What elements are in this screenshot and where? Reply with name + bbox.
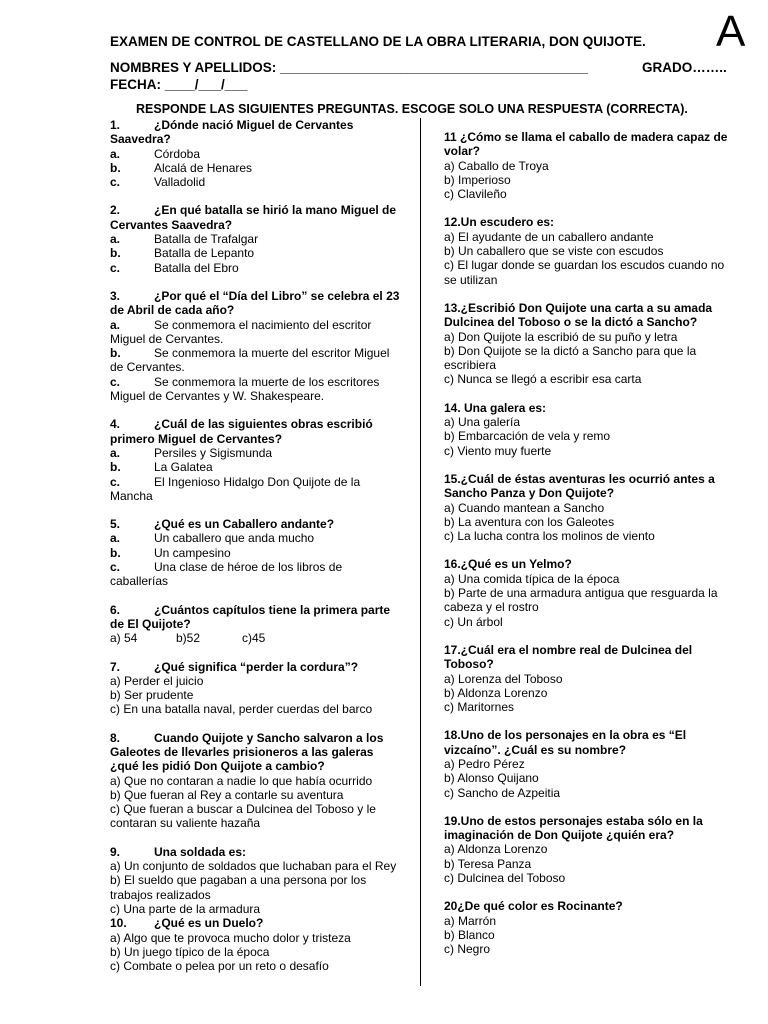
question-prompt: ¿Por qué el “Día del Libro” se celebra el 23 de Abril de cada año?	[110, 288, 400, 318]
answer-option[interactable]: b) Alonso Quijano	[444, 771, 539, 786]
option-text: Persiles y Sigismunda	[154, 445, 273, 460]
question-prompt: 13.¿Escribió Don Quijote una carta a su amada Dulcinea del Toboso o se la dictó a Sancho?	[444, 300, 713, 330]
question-number: 4.	[110, 417, 121, 432]
answer-option[interactable]	[110, 531, 400, 545]
option-letter: b.	[110, 160, 121, 175]
answer-option[interactable]: c) El lugar donde se guardan los escudos cuando no se utilizan	[444, 258, 725, 287]
spacer	[444, 287, 740, 301]
grade-field: GRADO……..	[642, 60, 727, 75]
answer-option[interactable]: b) Blanco	[444, 927, 495, 942]
option-text: Se conmemora la muerte de los escritores Miguel de Cervantes y W. Shakespeare.	[110, 374, 380, 404]
spacer	[444, 629, 740, 643]
option-letter: a.	[110, 531, 121, 546]
answer-option[interactable]: a) Lorenza del Toboso	[444, 671, 563, 686]
question-item	[110, 660, 400, 717]
answer-option[interactable]	[110, 375, 400, 404]
answer-option[interactable]: b) El sueldo que pagaban a una persona por los trabajos realizados	[110, 873, 367, 902]
question-number: 6.	[110, 602, 121, 617]
question-prompt: 16.¿Qué es un Yelmo?	[444, 557, 572, 572]
option-text: La Galatea	[154, 460, 213, 475]
spacer	[110, 189, 400, 203]
question-item	[444, 814, 740, 885]
question-item	[110, 517, 400, 588]
answer-option[interactable]	[110, 546, 400, 560]
option-letter: c.	[110, 474, 121, 489]
option-letter: b.	[110, 346, 121, 361]
answer-option[interactable]: b) Embarcación de vela y remo	[444, 429, 611, 444]
option-text: Un campesino	[154, 545, 231, 560]
spacer	[444, 458, 740, 472]
question-text	[110, 517, 400, 531]
question-item	[444, 557, 740, 628]
question-item	[444, 130, 740, 201]
question-item	[444, 643, 740, 714]
option-letter: a.	[110, 317, 121, 332]
answer-option[interactable]	[110, 161, 400, 175]
spacer	[444, 387, 740, 401]
answer-option[interactable]: b) La aventura con los Galeotes	[444, 514, 615, 529]
question-number: 3.	[110, 288, 121, 303]
option-letter: b.	[110, 246, 121, 261]
answer-option[interactable]: c)45	[242, 631, 266, 646]
answer-option[interactable]	[110, 175, 400, 189]
answer-option[interactable]: a) 54	[110, 631, 138, 646]
answer-option[interactable]: c) Sancho de Azpeitia	[444, 785, 561, 800]
option-letter: c.	[110, 374, 121, 389]
question-prompt: 17.¿Cuál era el nombre real de Dulcinea del Toboso?	[444, 642, 693, 672]
question-text	[110, 731, 400, 774]
question-prompt: 12.Un escudero es:	[444, 215, 555, 230]
question-prompt: ¿Cuál de las siguientes obras escribió primero Miguel de Cervantes?	[110, 417, 373, 446]
question-item	[110, 289, 400, 403]
exam-version-letter: A	[716, 7, 746, 56]
question-item	[444, 215, 740, 286]
answer-option[interactable]: c) Negro	[444, 942, 491, 957]
option-text: Valladolid	[154, 175, 206, 190]
spacer	[444, 885, 740, 899]
answer-option[interactable]	[110, 261, 400, 275]
answer-option[interactable]: a) Algo que te provoca mucho dolor y tristeza	[110, 930, 351, 945]
question-number: 2.	[110, 203, 121, 218]
question-prompt: ¿Qué es un Duelo?	[154, 916, 264, 931]
option-text: El Ingenioso Hidalgo Don Quijote de la Mancha	[110, 474, 361, 503]
answer-option[interactable]: c) Que fueran a buscar a Dulcinea del Toboso y le contaran su valiente hazaña	[110, 802, 376, 831]
answer-option[interactable]	[110, 147, 400, 161]
question-prompt: 11 ¿Cómo se llama el caballo de madera capaz de volar?	[444, 130, 728, 159]
option-letter: c.	[110, 260, 121, 275]
date-field-line: FECHA: ____/___/___	[110, 77, 248, 92]
answer-option[interactable]: c) Nunca se llegó a escribir esa carta	[444, 372, 642, 387]
answer-option[interactable]: c) Una parte de la armadura	[110, 901, 261, 916]
answer-option[interactable]	[110, 346, 400, 375]
spacer	[110, 589, 400, 603]
question-item	[110, 845, 400, 916]
question-item	[444, 401, 740, 458]
question-prompt: 20¿De qué color es Rocinante?	[444, 899, 623, 914]
answer-option[interactable]: b) Un juego típico de la época	[110, 944, 270, 959]
spacer	[110, 503, 400, 517]
answer-option[interactable]: a) Marrón	[444, 913, 497, 928]
option-letter: a.	[110, 146, 121, 161]
option-letter: c.	[110, 175, 121, 190]
answer-options-inline	[110, 631, 400, 645]
answer-option[interactable]: c) Clavileño	[444, 187, 507, 202]
spacer	[444, 714, 740, 728]
spacer	[444, 543, 740, 557]
question-prompt: 19.Uno de estos personajes estaba sólo en la imaginación de Don Quijote ¿quién era?	[444, 813, 703, 843]
answer-option[interactable]: b) Don Quijote se la dictó a Sancho para que la escribiera	[444, 343, 697, 373]
question-number: 8.	[110, 730, 121, 745]
answer-option[interactable]	[110, 246, 400, 260]
answer-option[interactable]: b) Parte de una armadura antigua que resguarda la cabeza y el rostro	[444, 586, 718, 615]
answer-option[interactable]: a) Una galería	[444, 415, 521, 430]
question-item	[110, 417, 400, 503]
question-prompt: 15.¿Cuál de éstas aventuras les ocurrió antes a Sancho Panza y Don Quijote?	[444, 471, 715, 501]
question-number: 9.	[110, 844, 121, 859]
answer-option[interactable]: c) Viento muy fuerte	[444, 443, 552, 458]
question-item	[444, 899, 740, 956]
spacer	[444, 201, 740, 215]
question-item	[110, 916, 400, 973]
answer-option[interactable]: b) Que fueran al Rey a contarle su aventura	[110, 787, 344, 802]
name-field-line: NOMBRES Y APELLIDOS: _________________________________________	[110, 60, 588, 75]
option-text: Se conmemora la muerte del escritor Miguel de Cervantes.	[110, 346, 390, 375]
answer-option[interactable]: b)52	[176, 631, 201, 646]
question-item	[110, 203, 400, 274]
option-text: Se conmemora el nacimiento del escritor Miguel de Cervantes.	[110, 317, 372, 346]
answer-option[interactable]: c) Combate o pelea por un reto o desafío	[110, 959, 329, 974]
answer-option[interactable]	[110, 460, 400, 474]
question-item	[110, 603, 400, 646]
question-item	[110, 118, 400, 189]
answer-option[interactable]: b) Aldonza Lorenzo	[444, 685, 548, 700]
answer-option[interactable]: a) Don Quijote la escribió de su puño y letra	[444, 329, 678, 344]
question-prompt: ¿En qué batalla se hirió la mano Miguel de Cervantes Saavedra?	[110, 203, 397, 232]
answer-option[interactable]: a) Caballo de Troya	[444, 158, 549, 173]
answer-option[interactable]: a) Perder el juicio	[110, 673, 204, 688]
option-text: Córdoba	[154, 146, 201, 161]
spacer	[110, 646, 400, 660]
question-prompt: ¿Qué es un Caballero andante?	[154, 517, 335, 532]
answer-option[interactable]	[110, 318, 400, 347]
question-text	[110, 603, 400, 632]
question-text	[110, 916, 400, 930]
option-letter: a.	[110, 232, 121, 247]
answer-option[interactable]: c) Maritornes	[444, 700, 515, 715]
question-number: 5.	[110, 517, 121, 532]
question-item	[444, 301, 740, 387]
question-prompt: ¿Cuántos capítulos tiene la primera parte de El Quijote?	[110, 602, 391, 631]
spacer	[444, 800, 740, 814]
answer-option[interactable]	[110, 475, 400, 504]
answer-option[interactable]: a) Una comida típica de la época	[444, 571, 620, 586]
question-number: 7.	[110, 659, 121, 674]
answer-option[interactable]: a) Aldonza Lorenzo	[444, 842, 548, 857]
spacer	[110, 275, 400, 289]
question-number: 1.	[110, 118, 121, 132]
option-text: Una clase de héroe de los libros de caballerías	[110, 560, 343, 589]
option-text: Alcalá de Henares	[154, 160, 253, 175]
answer-option[interactable]: c) Un árbol	[444, 614, 503, 629]
option-text: Batalla del Ebro	[154, 260, 239, 275]
answer-option[interactable]: a) Pedro Pérez	[444, 756, 525, 771]
question-item	[110, 731, 400, 831]
option-text: Un caballero que anda mucho	[154, 531, 315, 546]
question-text	[110, 845, 400, 859]
exam-title: EXAMEN DE CONTROL DE CASTELLANO DE LA OBRA LITERARIA, DON QUIJOTE.	[110, 34, 646, 49]
option-text: Batalla de Trafalgar	[154, 232, 259, 247]
left-question-column	[110, 118, 400, 973]
answer-option[interactable]: a) Que no contaran a nadie lo que había ocurrido	[110, 773, 373, 788]
answer-option[interactable]: b) Un caballero que se viste con escudos	[444, 244, 664, 259]
question-prompt: ¿Qué significa “perder la cordura”?	[154, 659, 359, 674]
spacer	[110, 403, 400, 417]
answer-option[interactable]: c) La lucha contra los molinos de viento	[444, 529, 655, 544]
option-letter: a.	[110, 445, 121, 460]
question-item	[444, 728, 740, 799]
option-letter: b.	[110, 460, 121, 475]
answer-option[interactable]: c) Dulcinea del Toboso	[444, 871, 566, 886]
question-text	[110, 660, 400, 674]
question-text	[110, 417, 400, 446]
question-number: 10.	[110, 916, 127, 931]
answer-option[interactable]: a) El ayudante de un caballero andante	[444, 229, 654, 244]
question-prompt: 18.Uno de los personajes en la obra es “El vizcaíno”. ¿Cuál es su nombre?	[444, 728, 687, 757]
answer-option[interactable]: c) En una batalla naval, perder cuerdas del barco	[110, 702, 373, 717]
question-prompt: Una soldada es:	[154, 844, 247, 859]
answer-option[interactable]	[110, 446, 400, 460]
question-prompt: ¿Dónde nació Miguel de Cervantes Saavedra?	[110, 118, 354, 147]
answer-option[interactable]: b) Imperioso	[444, 172, 511, 187]
option-letter: c.	[110, 560, 121, 575]
question-item	[444, 472, 740, 543]
spacer	[110, 717, 400, 731]
answer-option[interactable]: a) Un conjunto de soldados que luchaban para el Rey	[110, 859, 397, 874]
answer-option[interactable]: a) Cuando mantean a Sancho	[444, 500, 605, 515]
spacer	[110, 831, 400, 845]
answer-option[interactable]: b) Teresa Panza	[444, 856, 532, 871]
option-letter: b.	[110, 545, 121, 560]
column-divider	[420, 118, 421, 986]
right-question-column	[444, 130, 740, 957]
question-prompt: 14. Una galera es:	[444, 400, 547, 415]
answer-option[interactable]: b) Ser prudente	[110, 688, 194, 703]
instructions: RESPONDE LAS SIGUIENTES PREGUNTAS. ESCOGE SOLO UNA RESPUESTA (CORRECTA).	[136, 102, 688, 116]
question-prompt: Cuando Quijote y Sancho salvaron a los Galeotes de llevarles prisioneros a las galeras ¿qué les pidió Don Quijote a cambio?	[110, 730, 384, 774]
question-text	[110, 289, 400, 318]
answer-option[interactable]	[110, 232, 400, 246]
question-text	[110, 118, 400, 147]
option-text: Batalla de Lepanto	[154, 246, 255, 261]
answer-option[interactable]	[110, 560, 400, 589]
question-text	[110, 203, 400, 232]
